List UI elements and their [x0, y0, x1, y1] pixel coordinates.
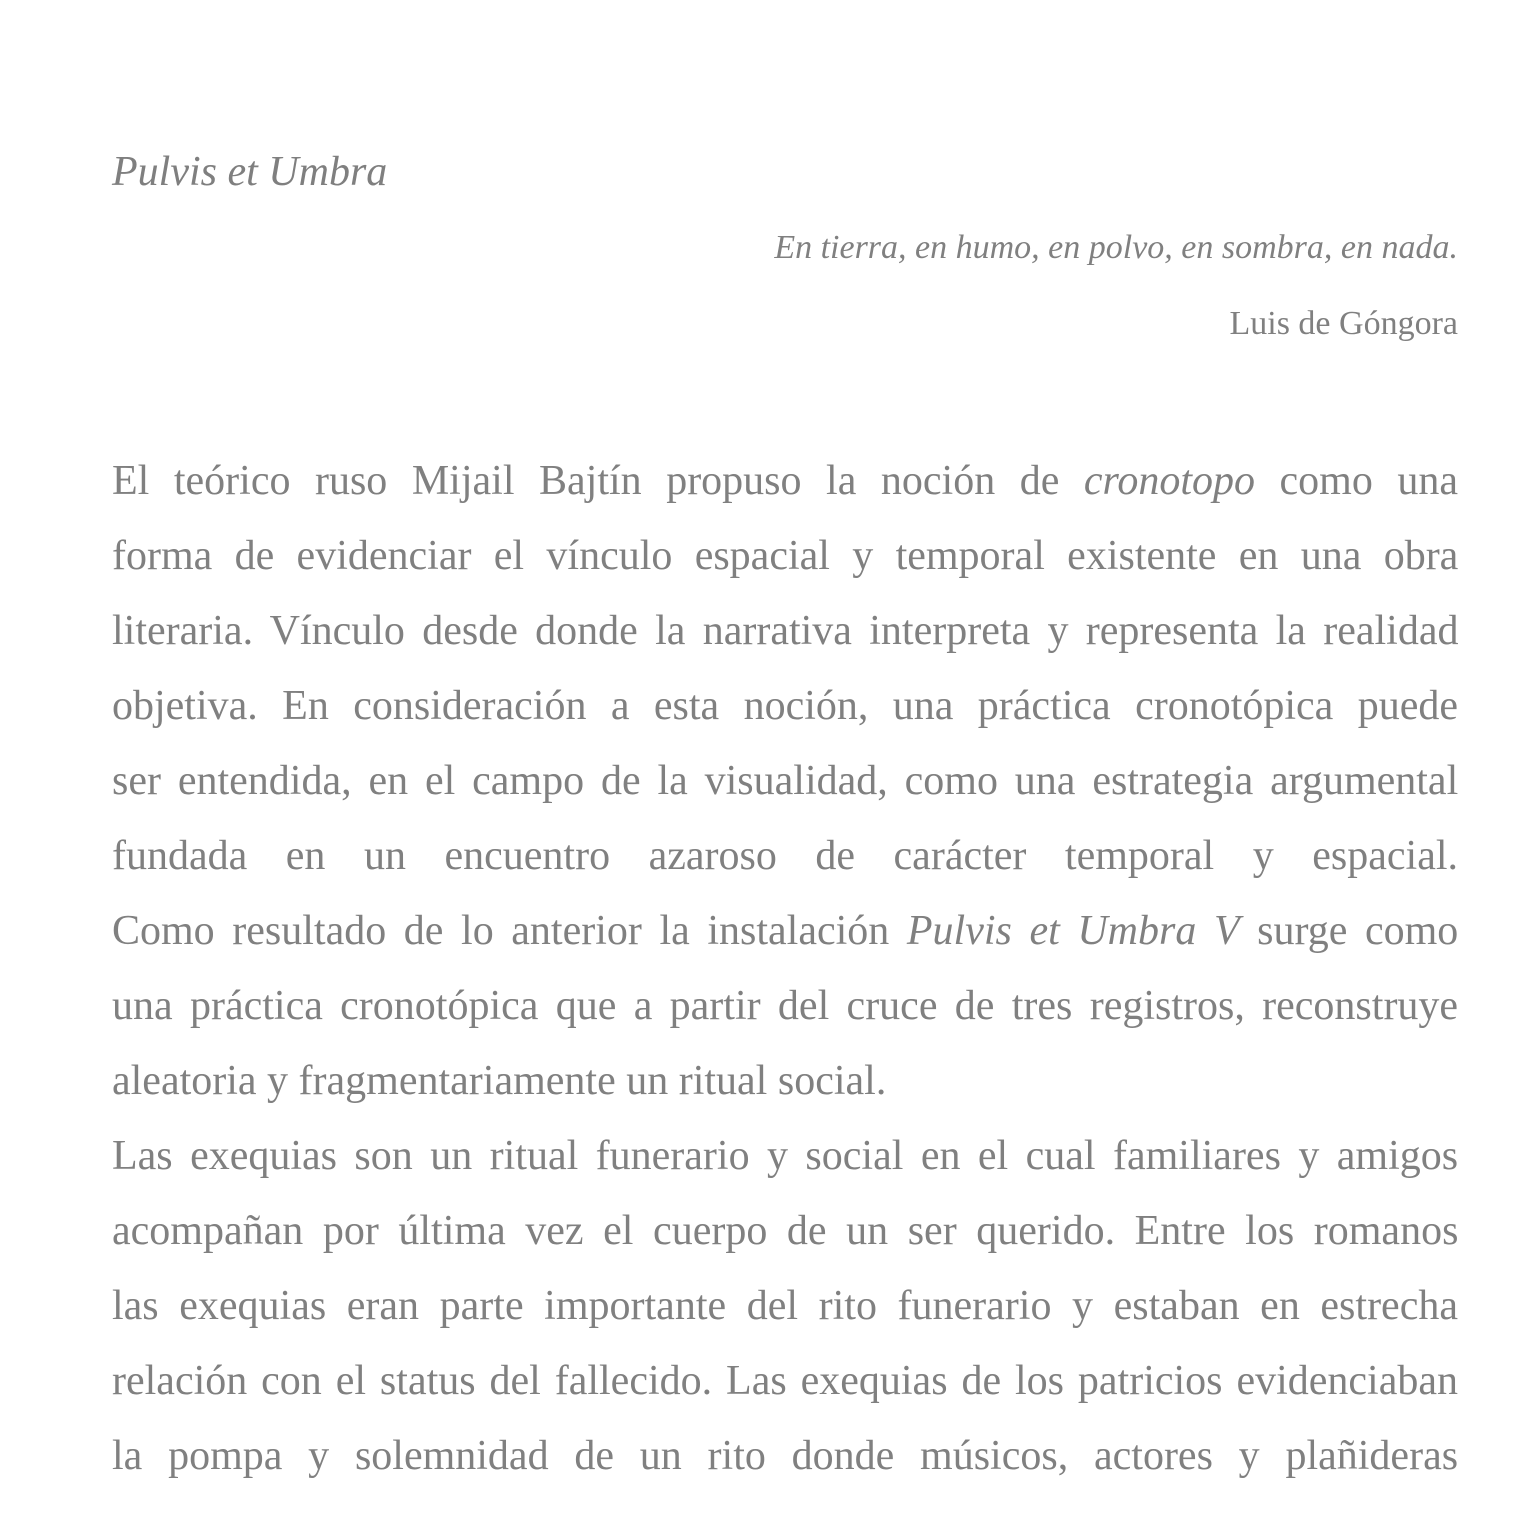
text-line [112, 444, 1458, 519]
text-line: las exequias eran parte importante del rito funerario y estaban en estrecha [112, 1283, 1458, 1329]
body-text [112, 444, 1458, 1494]
text-line: literaria. Vínculo desde donde la narrativa interpreta y representa la realidad [112, 608, 1459, 654]
text-line: objetiva. En consideración a esta noción, una práctica cronotópica puede [112, 683, 1458, 729]
text-span: Como resultado de lo anterior la instalación [112, 908, 907, 954]
text-span: surge como [1239, 908, 1459, 954]
italic-title: Pulvis et Umbra V [906, 908, 1240, 954]
text-span: como una [1255, 458, 1458, 504]
epigraph-quote: En tierra, en humo, en polvo, en sombra, en nada. [774, 229, 1458, 266]
text-line [112, 894, 1458, 969]
text-span: El teórico ruso Mijail Bajtín propuso la noción de [112, 458, 1084, 504]
text-line: Las exequias son un ritual funerario y social en el cual familiares y amigos [112, 1133, 1459, 1179]
document-title: Pulvis et Umbra [112, 149, 388, 195]
text-line: la pompa y solemnidad de un rito donde músicos, actores y plañideras [112, 1433, 1459, 1479]
text-line: forma de evidenciar el vínculo espacial y temporal existente en una obra [112, 533, 1459, 579]
text-line: fundada en un encuentro azaroso de carácter temporal y espacial. [112, 833, 1458, 879]
epigraph-attribution: Luis de Góngora [1229, 305, 1458, 342]
text-line: acompañan por última vez el cuerpo de un ser querido. Entre los romanos [112, 1208, 1459, 1254]
text-line: una práctica cronotópica que a partir del cruce de tres registros, reconstruye [112, 983, 1459, 1029]
text-line: ser entendida, en el campo de la visualidad, como una estrategia argumental [112, 758, 1459, 804]
text-line: relación con el status del fallecido. Las exequias de los patricios evidenciaban [112, 1358, 1458, 1404]
italic-term: cronotopo [1083, 458, 1255, 504]
text-line: aleatoria y fragmentariamente un ritual social. [112, 1058, 887, 1104]
